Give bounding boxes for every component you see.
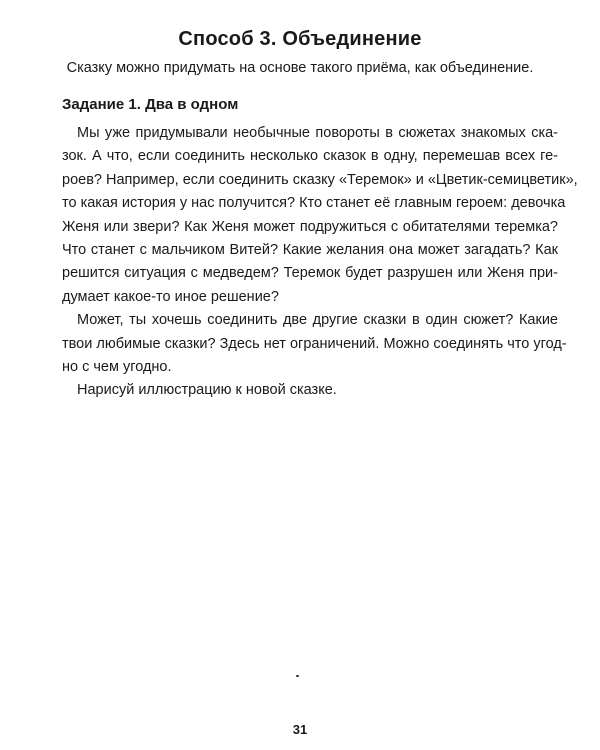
- text-line: Мы уже придумывали необычные повороты в сюжетах знакомых ска-: [77, 125, 558, 141]
- section-title: Способ 3. Объединение: [178, 28, 422, 50]
- task-heading: Задание 1. Два в одном: [62, 96, 239, 113]
- text-line: зок. А что, если соединить несколько сказок в одну, перемешав всех ге-: [62, 148, 558, 165]
- text-line: Нарисуй иллюстрацию к новой сказке.: [77, 382, 337, 399]
- text-line: Что станет с мальчиком Витей? Какие желания она может загадать? Как: [62, 242, 558, 259]
- text-line: Может, ты хочешь соединить две другие сказки в один сюжет? Какие: [77, 312, 558, 329]
- section-intro: Сказку можно придумать на основе такого приёма, как объединение.: [66, 60, 534, 76]
- page-number: 31: [292, 722, 308, 737]
- print-speck: [296, 675, 299, 677]
- task-body: [62, 122, 578, 403]
- paragraph: [62, 309, 567, 379]
- text-line: думает какое-то иное решение?: [62, 288, 279, 305]
- paragraph: [62, 122, 578, 309]
- text-line: Женя или звери? Как Женя может подружиться с обитателями теремка?: [62, 218, 558, 235]
- text-line: то какая история у нас получится? Кто станет её главным героем: девочка: [62, 195, 566, 212]
- text-line: роев? Например, если соединить сказку «Теремок» и «Цветик-семицветик»,: [62, 171, 578, 188]
- text-line: решится ситуация с медведем? Теремок будет разрушен или Женя при-: [62, 265, 558, 282]
- text-line: но с чем угодно.: [62, 359, 172, 376]
- text-line: твои любимые сказки? Здесь нет ограничений. Можно соединять что угод-: [62, 335, 567, 352]
- paragraph: [62, 379, 558, 402]
